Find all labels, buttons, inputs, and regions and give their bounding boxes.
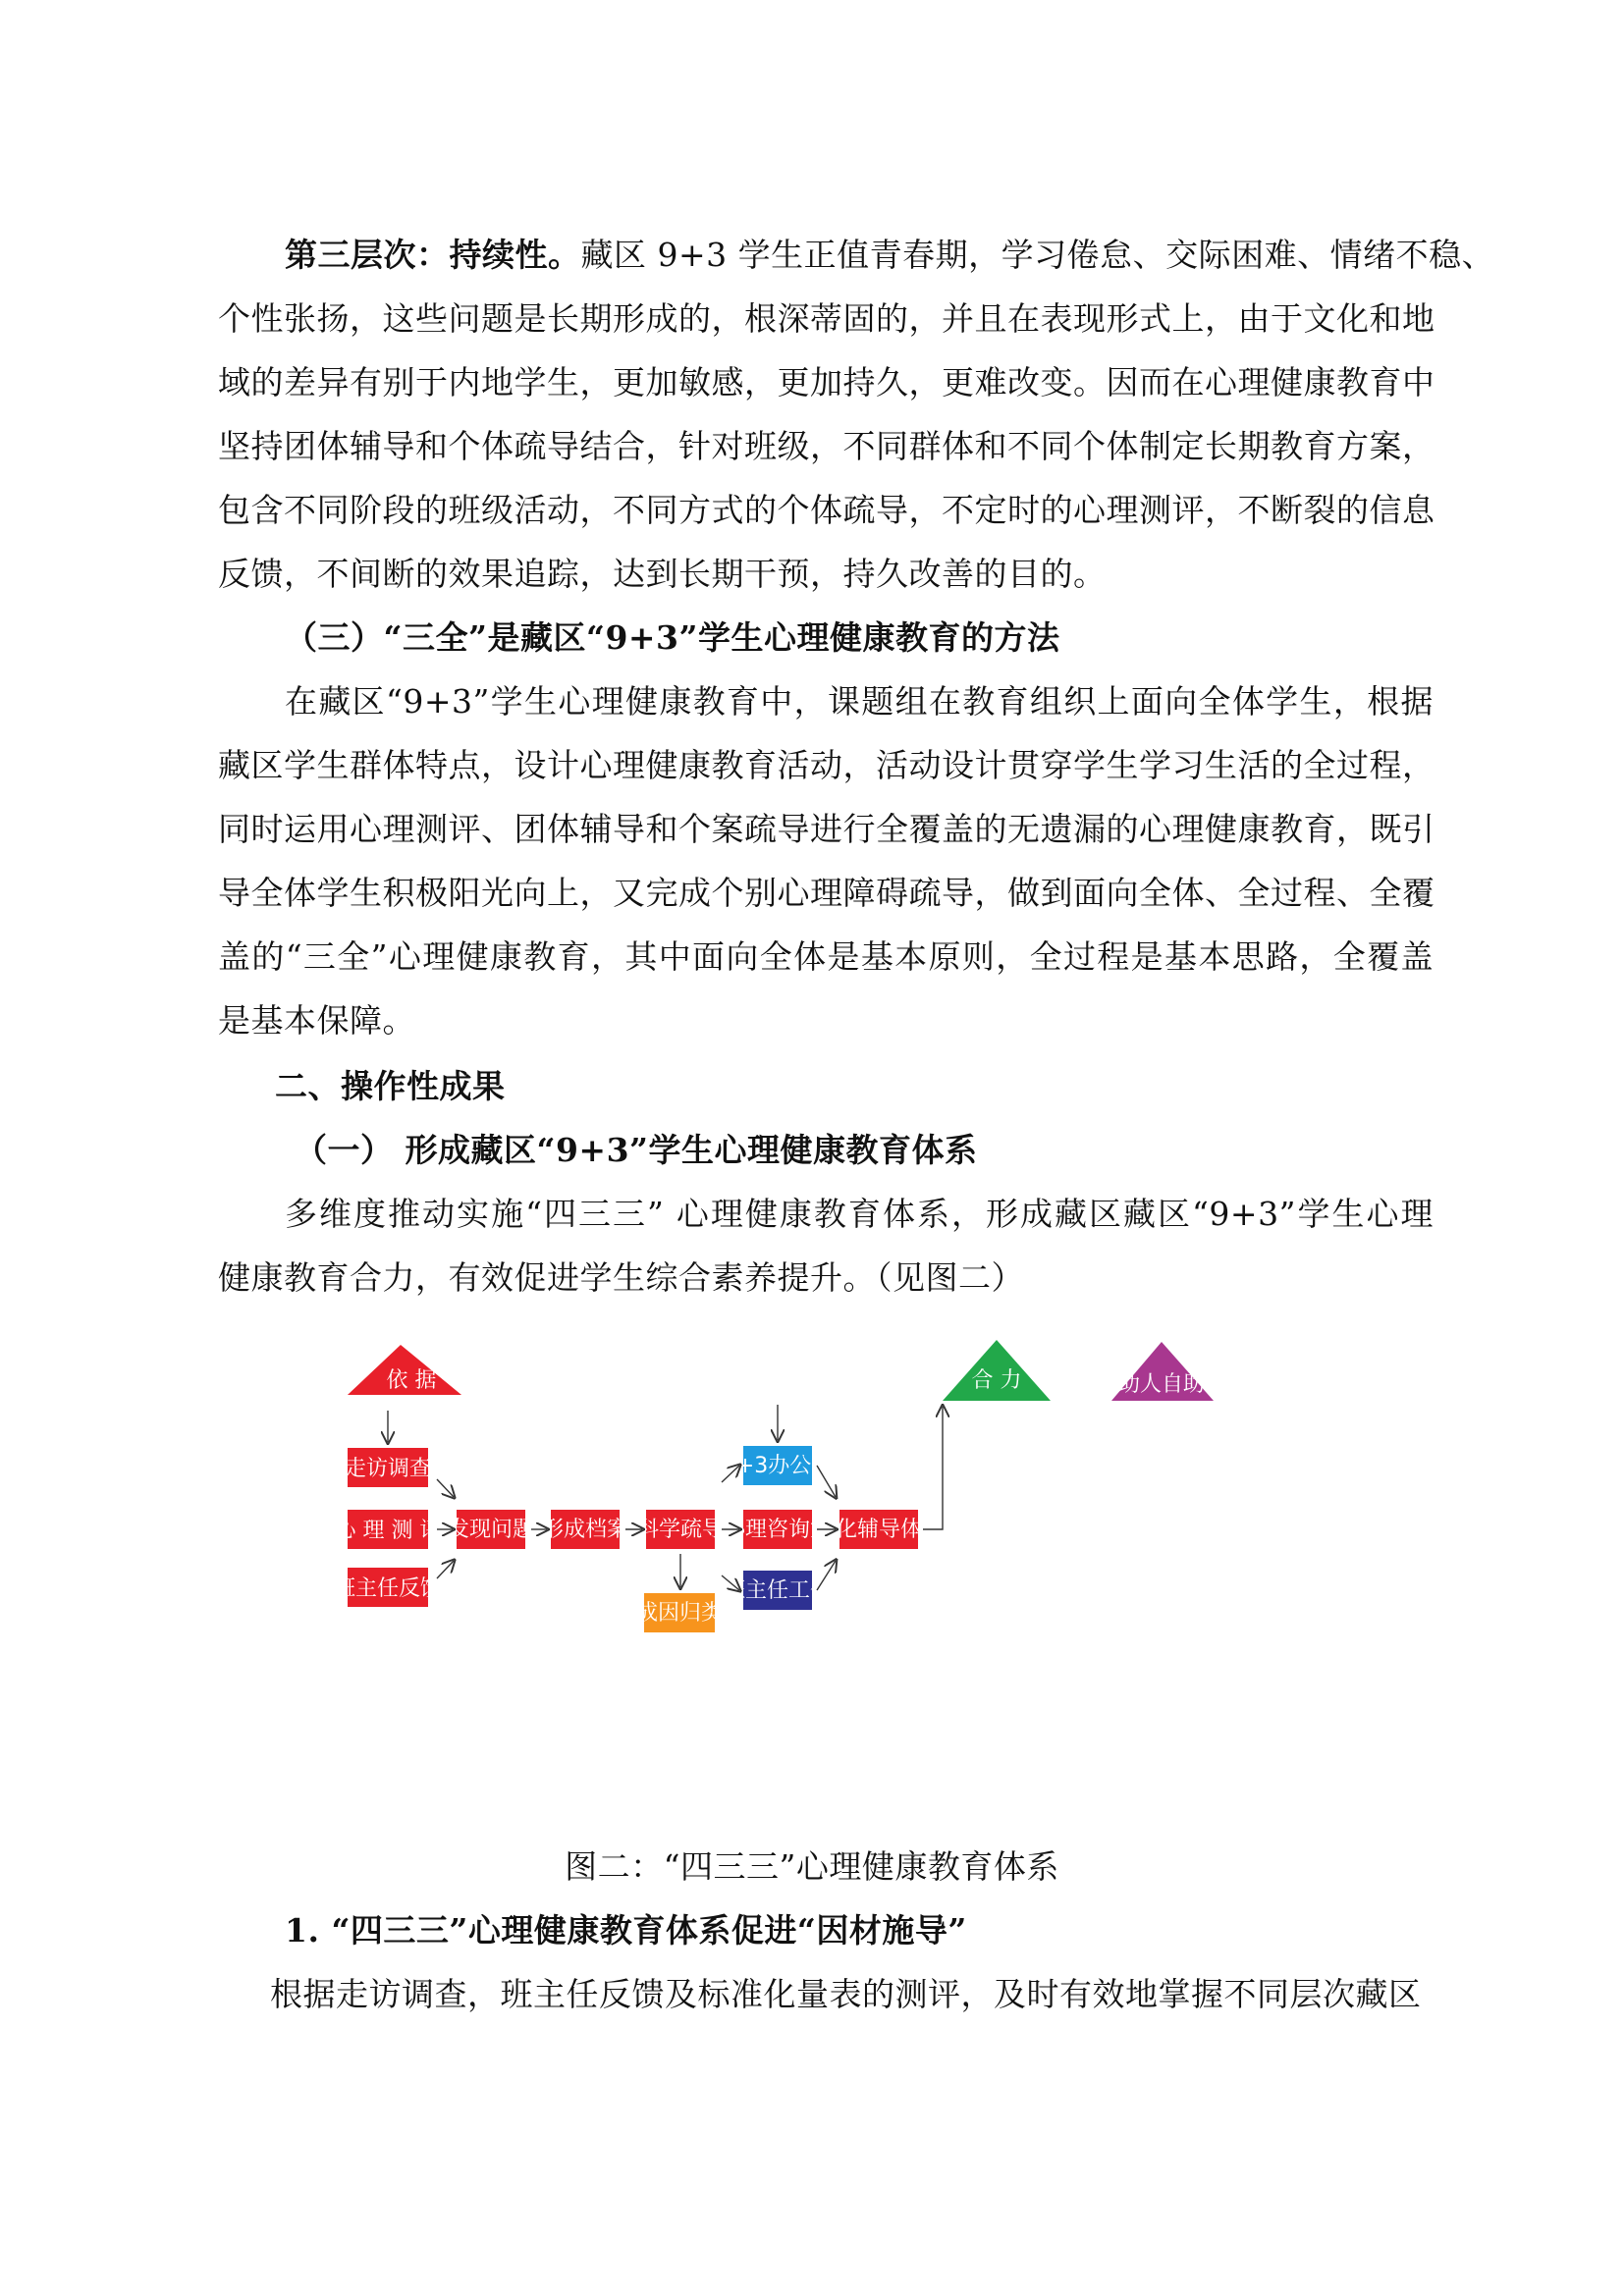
paragraph-1-line-1 <box>285 236 1495 275</box>
svg-text:心 理 测 评: 心 理 测 评 <box>334 1519 442 1543</box>
paragraph-1-first-line: 藏区 9+3 学生正值青春期，学习倦怠、交际困难、情绪不稳、 <box>580 236 1495 274</box>
figure-caption: 图二：“四三三”心理健康教育体系 <box>565 1847 1059 1886</box>
box-guidance <box>637 1510 724 1549</box>
svg-text:成因归类: 成因归类 <box>635 1601 724 1626</box>
paragraph-2-line: 导全体学生积极阳光向上，又完成个别心理障碍疏导，做到面向全体、全过程、全覆 <box>218 874 1435 912</box>
chapter-heading: 二、操作性成果 <box>275 1067 506 1105</box>
paragraph-2-line: 藏区学生群体特点，设计心理健康教育活动，活动设计贯穿学生学习生活的全过程， <box>218 746 1435 784</box>
svg-text:9+3办公室: 9+3办公室 <box>722 1454 834 1478</box>
triangle-basis <box>348 1345 461 1395</box>
diagram-arrows <box>388 1405 997 1590</box>
education-system-diagram <box>334 1340 1296 1811</box>
paragraph-2-line: 在藏区“9+3”学生心理健康教育中，课题组在教育组织上面向全体学生，根据 <box>285 682 1434 721</box>
svg-text:班主任反馈: 班主任反馈 <box>334 1576 443 1601</box>
paragraph-2-line: 是基本保障。 <box>218 1001 415 1040</box>
box-teacher-feedback <box>334 1568 442 1607</box>
paragraph-1-line: 个性张扬，这些问题是长期形成的，根深蒂固的，并且在表现形式上，由于文化和地 <box>218 299 1435 338</box>
paragraph-1-line: 反馈，不间断的效果追踪，达到长期干预，持久改善的目的。 <box>218 555 1107 593</box>
triangle-basis-label: 依 据 <box>386 1368 437 1393</box>
triangle-synergy-label: 合 力 <box>971 1368 1022 1393</box>
paragraph-1-line: 坚持团体辅导和个体疏导结合，针对班级，不同群体和不同个体制定长期教育方案， <box>218 427 1435 465</box>
svg-text:优化辅导体系: 优化辅导体系 <box>813 1518 945 1542</box>
paragraph-2-line: 同时运用心理测评、团体辅导和个案疏导进行全覆盖的无遗漏的心理健康教育，既引 <box>218 810 1435 848</box>
triangle-self-help <box>1111 1342 1214 1401</box>
paragraph-1-line: 包含不同阶段的班级活动，不同方式的个体疏导，不定时的心理测评，不断裂的信息 <box>218 491 1435 529</box>
paragraph-3-line: 健康教育合力，有效促进学生综合素养提升。（见图二） <box>218 1258 1024 1297</box>
paragraph-1-lead: 第三层次：持续性。 <box>285 236 581 274</box>
item-heading: 1. “四三三”心理健康教育体系促进“因材施导” <box>285 1911 967 1949</box>
box-cause-category <box>636 1593 723 1632</box>
box-find-problem <box>448 1510 534 1549</box>
svg-text:形成档案: 形成档案 <box>541 1518 629 1542</box>
paragraph-2-line: 盖的“三全”心理健康教育，其中面向全体是基本原则，全过程是基本思路，全覆盖 <box>218 937 1434 976</box>
box-teacher-work <box>724 1571 832 1610</box>
section-heading: （三）“三全”是藏区“9+3”学生心理健康教育的方法 <box>285 618 1060 657</box>
paragraph-4-line: 根据走访调查，班主任反馈及标准化量表的测评，及时有效地掌握不同层次藏区 <box>270 1975 1422 2013</box>
paragraph-3-line: 多维度推动实施“四三三” 心理健康教育体系，形成藏区藏区“9+3”学生心理 <box>285 1195 1434 1233</box>
svg-text:科学疏导: 科学疏导 <box>636 1518 725 1542</box>
svg-text:心理咨询室: 心理咨询室 <box>723 1518 833 1542</box>
subsection-heading: （一） 形成藏区“9+3”学生心理健康教育体系 <box>295 1131 978 1169</box>
svg-text:发现问题: 发现问题 <box>447 1518 535 1542</box>
svg-text:走访调查: 走访调查 <box>344 1457 432 1481</box>
triangle-synergy <box>943 1340 1051 1401</box>
paragraph-1-line: 域的差异有别于内地学生，更加敏感，更加持久，更难改变。因而在心理健康教育中 <box>218 363 1435 401</box>
triangle-self-help-label: 助人自助 <box>1117 1372 1206 1397</box>
box-visit <box>345 1448 431 1487</box>
box-form-file <box>542 1510 628 1549</box>
box-assessment <box>335 1510 442 1549</box>
svg-text:班主任工作: 班主任工作 <box>723 1578 833 1603</box>
